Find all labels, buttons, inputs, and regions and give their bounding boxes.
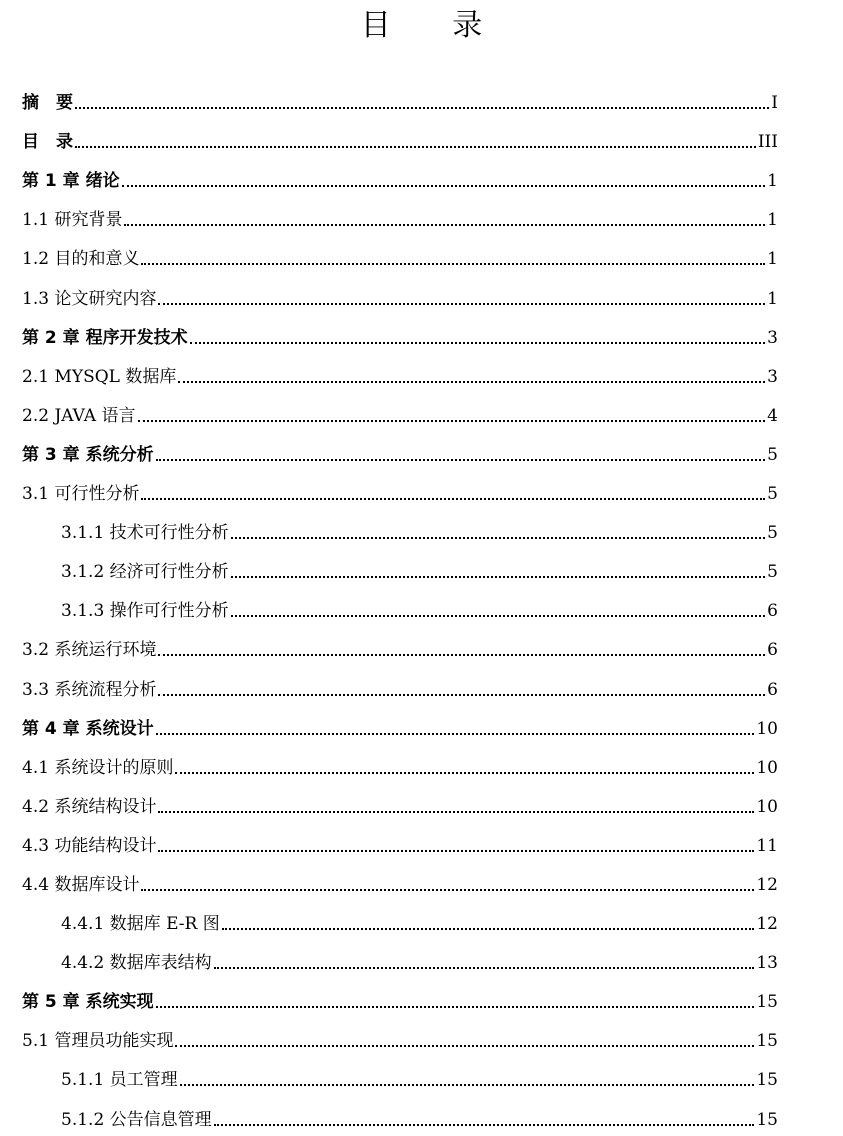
dot-leader (158, 302, 765, 305)
toc-entry-label: 3.3 系统流程分析 (22, 679, 157, 700)
toc-entry[interactable] (22, 354, 778, 393)
toc-entry-label: 4.1 系统设计的原则 (22, 757, 174, 778)
dot-leader (75, 145, 756, 148)
toc-entry-label: 3.2 系统运行环境 (22, 640, 157, 661)
table-of-contents (22, 80, 778, 1136)
toc-entry-page-number: 5 (767, 444, 778, 465)
toc-entry-label: 4.4 数据库设计 (22, 874, 140, 895)
toc-entry-page-number: 1 (767, 249, 778, 270)
toc-entry[interactable] (22, 471, 778, 510)
toc-entry[interactable] (22, 80, 778, 119)
toc-entry-label: 5.1.1 员工管理 (61, 1070, 178, 1091)
dot-leader (124, 223, 765, 226)
toc-entry-label: 1.1 研究背景 (22, 210, 123, 231)
toc-entry[interactable] (22, 588, 778, 627)
dot-leader (141, 497, 765, 500)
toc-entry[interactable] (22, 862, 778, 901)
dot-leader (158, 810, 754, 813)
toc-entry-label: 4.2 系统结构设计 (22, 796, 157, 817)
toc-entry-page-number: 11 (756, 835, 778, 856)
toc-entry-page-number: 1 (767, 210, 778, 231)
toc-entry[interactable] (22, 1057, 778, 1096)
dot-leader (156, 732, 755, 735)
dot-leader (175, 1044, 754, 1047)
dot-leader (178, 380, 765, 383)
toc-entry[interactable] (22, 784, 778, 823)
toc-entry[interactable] (22, 393, 778, 432)
toc-entry[interactable] (22, 119, 778, 158)
toc-entry-page-number: III (757, 132, 778, 153)
dot-leader (222, 927, 755, 930)
toc-entry-label: 目 录 (22, 132, 73, 153)
dot-leader (75, 106, 769, 109)
dot-leader (158, 693, 765, 696)
toc-entry-label: 第 5 章 系统实现 (22, 992, 154, 1013)
toc-entry[interactable] (22, 627, 778, 666)
toc-entry-label: 1.3 论文研究内容 (22, 288, 157, 309)
toc-entry-page-number: 6 (767, 601, 778, 622)
toc-entry[interactable] (22, 706, 778, 745)
toc-entry[interactable] (22, 315, 778, 354)
page-title: 目 录 (360, 8, 509, 43)
toc-entry-label: 4.4.2 数据库表结构 (61, 953, 212, 974)
toc-entry-label: 第 1 章 绪论 (22, 171, 120, 192)
toc-entry-page-number: 6 (767, 640, 778, 661)
dot-leader (214, 966, 755, 969)
toc-entry-label: 第 2 章 程序开发技术 (22, 327, 188, 348)
dot-leader (158, 653, 765, 656)
toc-entry-page-number: 5 (767, 562, 778, 583)
toc-entry[interactable] (22, 236, 778, 275)
toc-entry[interactable] (22, 510, 778, 549)
toc-entry-page-number: 15 (756, 1070, 778, 1091)
toc-entry-label: 5.1 管理员功能实现 (22, 1031, 174, 1052)
toc-entry-page-number: 3 (767, 327, 778, 348)
toc-entry-label: 2.2 JAVA 语言 (22, 405, 136, 426)
toc-entry[interactable] (22, 940, 778, 979)
toc-entry[interactable] (22, 823, 778, 862)
dot-leader (180, 1083, 755, 1086)
toc-entry[interactable] (22, 158, 778, 197)
toc-entry-page-number: 12 (756, 874, 778, 895)
dot-leader (231, 536, 766, 539)
toc-entry[interactable] (22, 1018, 778, 1057)
toc-entry-label: 3.1.1 技术可行性分析 (61, 523, 229, 544)
dot-leader (156, 458, 766, 461)
toc-entry[interactable] (22, 666, 778, 705)
dot-leader (141, 888, 754, 891)
toc-entry-page-number: 10 (756, 718, 778, 739)
toc-entry[interactable] (22, 979, 778, 1018)
toc-entry-label: 4.4.1 数据库 E-R 图 (61, 914, 220, 935)
dot-leader (214, 1123, 755, 1126)
dot-leader (156, 1005, 755, 1008)
toc-entry-label: 4.3 功能结构设计 (22, 835, 157, 856)
dot-leader (141, 262, 765, 265)
dot-leader (231, 614, 766, 617)
dot-leader (190, 341, 766, 344)
toc-entry[interactable] (22, 432, 778, 471)
toc-entry-label: 1.2 目的和意义 (22, 249, 140, 270)
toc-entry-label: 第 3 章 系统分析 (22, 444, 154, 465)
toc-entry-label: 5.1.2 公告信息管理 (61, 1109, 212, 1130)
toc-entry-page-number: 1 (767, 171, 778, 192)
toc-entry-label: 第 4 章 系统设计 (22, 718, 154, 739)
toc-entry-page-number: 10 (756, 757, 778, 778)
toc-entry[interactable] (22, 197, 778, 236)
dot-leader (158, 849, 754, 852)
toc-entry-page-number: 5 (767, 484, 778, 505)
dot-leader (122, 184, 766, 187)
toc-entry-label: 2.1 MYSQL 数据库 (22, 366, 177, 387)
toc-entry-page-number: I (771, 93, 778, 114)
toc-entry[interactable] (22, 1096, 778, 1135)
toc-entry-page-number: 12 (756, 914, 778, 935)
toc-entry[interactable] (22, 745, 778, 784)
toc-entry-page-number: 15 (756, 992, 778, 1013)
toc-entry[interactable] (22, 901, 778, 940)
toc-entry-page-number: 13 (756, 953, 778, 974)
toc-entry-page-number: 1 (767, 288, 778, 309)
toc-entry-page-number: 15 (756, 1109, 778, 1130)
toc-entry-page-number: 6 (767, 679, 778, 700)
toc-entry-page-number: 15 (756, 1031, 778, 1052)
toc-entry-page-number: 3 (767, 366, 778, 387)
toc-entry[interactable] (22, 275, 778, 314)
toc-entry-label: 摘 要 (22, 93, 73, 114)
toc-entry-page-number: 5 (767, 523, 778, 544)
dot-leader (175, 771, 754, 774)
toc-entry-page-number: 4 (767, 405, 778, 426)
toc-entry-label: 3.1.2 经济可行性分析 (61, 562, 229, 583)
dot-leader (138, 419, 766, 422)
toc-entry-label: 3.1.3 操作可行性分析 (61, 601, 229, 622)
toc-entry[interactable] (22, 549, 778, 588)
toc-entry-page-number: 10 (756, 796, 778, 817)
dot-leader (231, 575, 766, 578)
toc-entry-label: 3.1 可行性分析 (22, 484, 140, 505)
